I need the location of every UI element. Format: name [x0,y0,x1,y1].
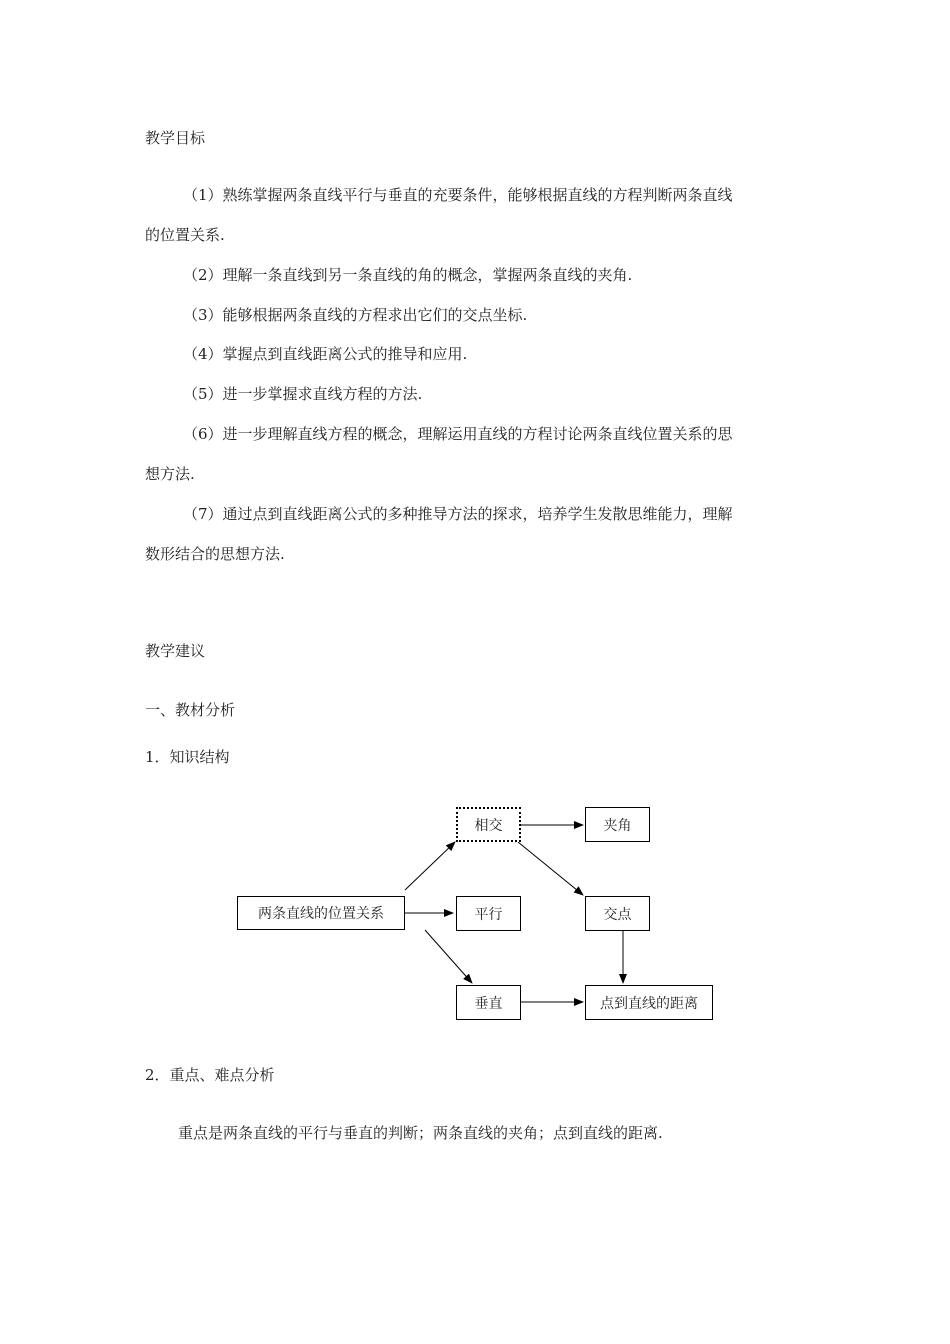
goal-item-5: （5）进一步掌握求直线方程的方法. [183,385,423,403]
goal-item-6-cont: 想方法. [145,465,195,483]
node-root: 两条直线的位置关系 [237,896,405,930]
arrow-intersect-to-point [518,842,583,895]
goal-item-6: （6）进一步理解直线方程的概念，理解运用直线的方程讨论两条直线位置关系的思 [183,425,733,443]
goal-item-1: （1）熟练掌握两条直线平行与垂直的充要条件，能够根据直线的方程判断两条直线 [183,186,733,204]
goal-item-7-cont: 数形结合的思想方法. [145,545,285,563]
node-distance: 点到直线的距离 [585,985,713,1020]
key-text: 重点是两条直线的平行与垂直的判断；两条直线的夹角；点到直线的距离. [178,1124,663,1142]
goal-item-2: （2）理解一条直线到另一条直线的角的概念，掌握两条直线的夹角. [183,266,633,284]
node-perpendicular: 垂直 [456,985,521,1020]
node-parallel: 平行 [456,896,521,931]
knowledge-title: 1．知识结构 [145,748,230,766]
node-angle: 夹角 [585,807,650,842]
goals-title: 教学目标 [145,129,206,147]
arrow-root-to-intersect [405,842,455,890]
node-intersection-point: 交点 [585,896,650,931]
advice-title: 教学建议 [145,642,206,660]
arrow-root-to-perpendicular [425,930,472,983]
knowledge-structure-diagram [200,790,760,1030]
goal-item-1-cont: 的位置关系. [145,226,225,244]
key-title: 2．重点、难点分析 [145,1066,275,1084]
goal-item-4: （4）掌握点到直线距离公式的推导和应用. [183,345,468,363]
node-intersect: 相交 [456,807,521,842]
goal-item-7: （7）通过点到直线距离公式的多种推导方法的探求，培养学生发散思维能力，理解 [183,505,733,523]
goal-item-3: （3）能够根据两条直线的方程求出它们的交点坐标. [183,306,528,324]
material-title: 一、教材分析 [145,701,236,719]
